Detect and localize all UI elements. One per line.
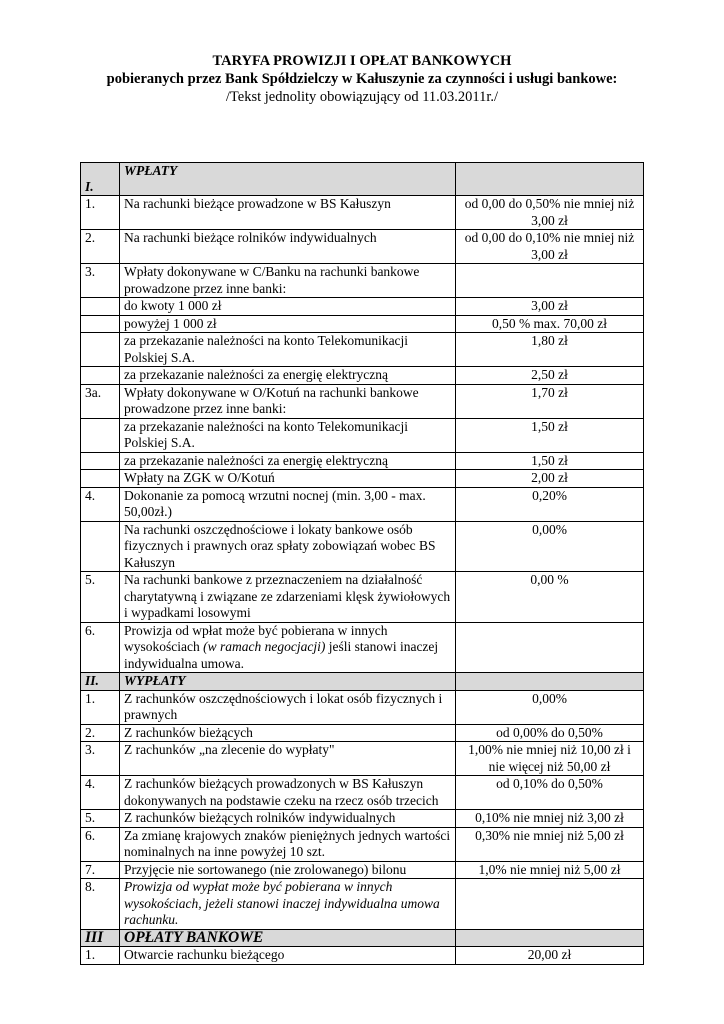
section-number: III — [81, 929, 120, 947]
table-row — [81, 521, 644, 572]
section-number: I. — [81, 163, 120, 196]
row-number — [81, 521, 120, 572]
table-row — [81, 776, 644, 810]
row-value: 0,00% — [456, 521, 644, 572]
row-description: Na rachunki bankowe z przeznaczeniem na działalność charytatywną i związane ze zdarzeniami klęsk żywiołowych i wypadkami losowymi — [120, 572, 456, 623]
table-row — [81, 690, 644, 724]
row-number: 6. — [81, 827, 120, 861]
row-description: Za zmianę krajowych znaków pieniężnych jednych wartości nominalnych na inne powyżej 10 szt. — [120, 827, 456, 861]
row-value: 0,10% nie mniej niż 3,00 zł — [456, 810, 644, 828]
row-value — [456, 264, 644, 298]
row-number: 7. — [81, 861, 120, 879]
row-number: 3. — [81, 264, 120, 298]
section-header-wplaty — [81, 163, 644, 196]
row-description: Na rachunki oszczędnościowe i lokaty bankowe osób fizycznych i prawnych oraz spłaty zobowiązań wobec BS Kałuszyn — [120, 521, 456, 572]
section-value-cell — [456, 163, 644, 196]
table-row — [81, 827, 644, 861]
row-description: Z rachunków bieżących rolników indywidualnych — [120, 810, 456, 828]
row-description: za przekazanie należności na konto Telekomunikacji Polskiej S.A. — [120, 333, 456, 367]
section-value-cell — [456, 673, 644, 691]
row-description: Na rachunki bieżące prowadzone w BS Kałuszyn — [120, 196, 456, 230]
table-row — [81, 947, 644, 965]
row-number: 2. — [81, 230, 120, 264]
table-row — [81, 724, 644, 742]
row-number — [81, 418, 120, 452]
row-number — [81, 298, 120, 316]
table-row — [81, 879, 644, 930]
row-description: Wpłaty na ZGK w O/Kotuń — [120, 470, 456, 488]
row-value: od 0,00% do 0,50% — [456, 724, 644, 742]
row-number — [81, 333, 120, 367]
row-description: Dokonanie za pomocą wrzutni nocnej (min. 3,00 - max. 50,00zł.) — [120, 487, 456, 521]
table-row — [81, 418, 644, 452]
row-number: 3. — [81, 742, 120, 776]
row-value: 1,00% nie mniej niż 10,00 zł i nie więcej niż 50,00 zł — [456, 742, 644, 776]
row-number: 4. — [81, 487, 120, 521]
row-value: od 0,00 do 0,10% nie mniej niż 3,00 zł — [456, 230, 644, 264]
row-number: 8. — [81, 879, 120, 930]
row-description-italic: (w ramach negocjacji) — [203, 639, 326, 654]
table-row — [81, 861, 644, 879]
row-value: 2,50 zł — [456, 367, 644, 385]
row-number: 5. — [81, 572, 120, 623]
row-number — [81, 470, 120, 488]
row-description: za przekazanie należności za energię elektryczną — [120, 367, 456, 385]
row-description: Wpłaty dokonywane w C/Banku na rachunki bankowe prowadzone przez inne banki: — [120, 264, 456, 298]
row-value: 2,00 zł — [456, 470, 644, 488]
row-value: 0,00 % — [456, 572, 644, 623]
row-number: 3a. — [81, 384, 120, 418]
row-description: Z rachunków „na zlecenie do wypłaty" — [120, 742, 456, 776]
row-value: 3,00 zł — [456, 298, 644, 316]
table-row — [81, 487, 644, 521]
table-row — [81, 572, 644, 623]
row-number: 1. — [81, 947, 120, 965]
row-description: do kwoty 1 000 zł — [120, 298, 456, 316]
row-description: powyżej 1 000 zł — [120, 315, 456, 333]
row-value — [456, 879, 644, 930]
row-value — [456, 622, 644, 673]
table-row — [81, 230, 644, 264]
row-number: 2. — [81, 724, 120, 742]
row-number: 1. — [81, 196, 120, 230]
section-number: II. — [81, 673, 120, 691]
row-number: 4. — [81, 776, 120, 810]
row-value: 0,30% nie mniej niż 5,00 zł — [456, 827, 644, 861]
table-row — [81, 810, 644, 828]
row-description: Przyjęcie nie sortowanego (nie zrolowanego) bilonu — [120, 861, 456, 879]
row-value: 1,0% nie mniej niż 5,00 zł — [456, 861, 644, 879]
row-value: 1,50 zł — [456, 418, 644, 452]
row-description: Otwarcie rachunku bieżącego — [120, 947, 456, 965]
row-description: za przekazanie należności na konto Telekomunikacji Polskiej S.A. — [120, 418, 456, 452]
row-number — [81, 315, 120, 333]
table-row — [81, 452, 644, 470]
section-header-wyplaty — [81, 673, 644, 691]
row-value: 1,50 zł — [456, 452, 644, 470]
row-value: od 0,00 do 0,50% nie mniej niż 3,00 zł — [456, 196, 644, 230]
document-title: TARYFA PROWIZJI I OPŁAT BANKOWYCH — [212, 53, 512, 69]
row-number — [81, 367, 120, 385]
section-header-oplaty-bankowe — [81, 929, 644, 947]
table-row — [81, 742, 644, 776]
row-value: 20,00 zł — [456, 947, 644, 965]
table-row — [81, 367, 644, 385]
row-number — [81, 452, 120, 470]
row-value: 0,20% — [456, 487, 644, 521]
row-description: Prowizja od wypłat może być pobierana w innych wysokościach, jeżeli stanowi inaczej indywidualna umowa rachunku. — [120, 879, 456, 930]
section-value-cell — [456, 929, 644, 947]
row-value: 1,80 zł — [456, 333, 644, 367]
row-value: od 0,10% do 0,50% — [456, 776, 644, 810]
row-description-text: Prowizja od wpłat może być pobierana w innych wysokościach — [124, 622, 388, 654]
table-row — [81, 622, 644, 673]
section-title: WYPŁATY — [120, 673, 456, 691]
tariff-table — [80, 162, 644, 965]
row-value: 0,00% — [456, 690, 644, 724]
table-row — [81, 333, 644, 367]
row-number: 5. — [81, 810, 120, 828]
document-version-note: /Tekst jednolity obowiązujący od 11.03.2011r./ — [225, 89, 499, 105]
row-number: 6. — [81, 622, 120, 673]
table-row — [81, 470, 644, 488]
row-value: 0,50 % max. 70,00 zł — [456, 315, 644, 333]
row-number: 1. — [81, 690, 120, 724]
row-description: Na rachunki bieżące rolników indywidualnych — [120, 230, 456, 264]
row-description: za przekazanie należności za energię elektryczną — [120, 452, 456, 470]
table-row — [81, 315, 644, 333]
section-title: WPŁATY — [120, 163, 456, 196]
row-description: Z rachunków oszczędnościowych i lokat osób fizycznych i prawnych — [120, 690, 456, 724]
table-row — [81, 384, 644, 418]
row-description — [120, 622, 456, 673]
row-description-text: jeśli stanowi inaczej indywidualna umowa. — [124, 639, 439, 671]
row-value: 1,70 zł — [456, 384, 644, 418]
section-title: OPŁATY BANKOWE — [120, 929, 456, 947]
row-description: Z rachunków bieżących — [120, 724, 456, 742]
document-header — [0, 52, 724, 106]
table-row — [81, 298, 644, 316]
table-row — [81, 264, 644, 298]
document-subtitle: pobieranych przez Bank Spółdzielczy w Kałuszynie za czynności i usługi bankowe: — [106, 71, 618, 87]
row-description: Wpłaty dokonywane w O/Kotuń na rachunki bankowe prowadzone przez inne banki: — [120, 384, 456, 418]
row-description: Z rachunków bieżących prowadzonych w BS Kałuszyn dokonywanych na podstawie czeku na rzecz osób trzecich — [120, 776, 456, 810]
table-row — [81, 196, 644, 230]
